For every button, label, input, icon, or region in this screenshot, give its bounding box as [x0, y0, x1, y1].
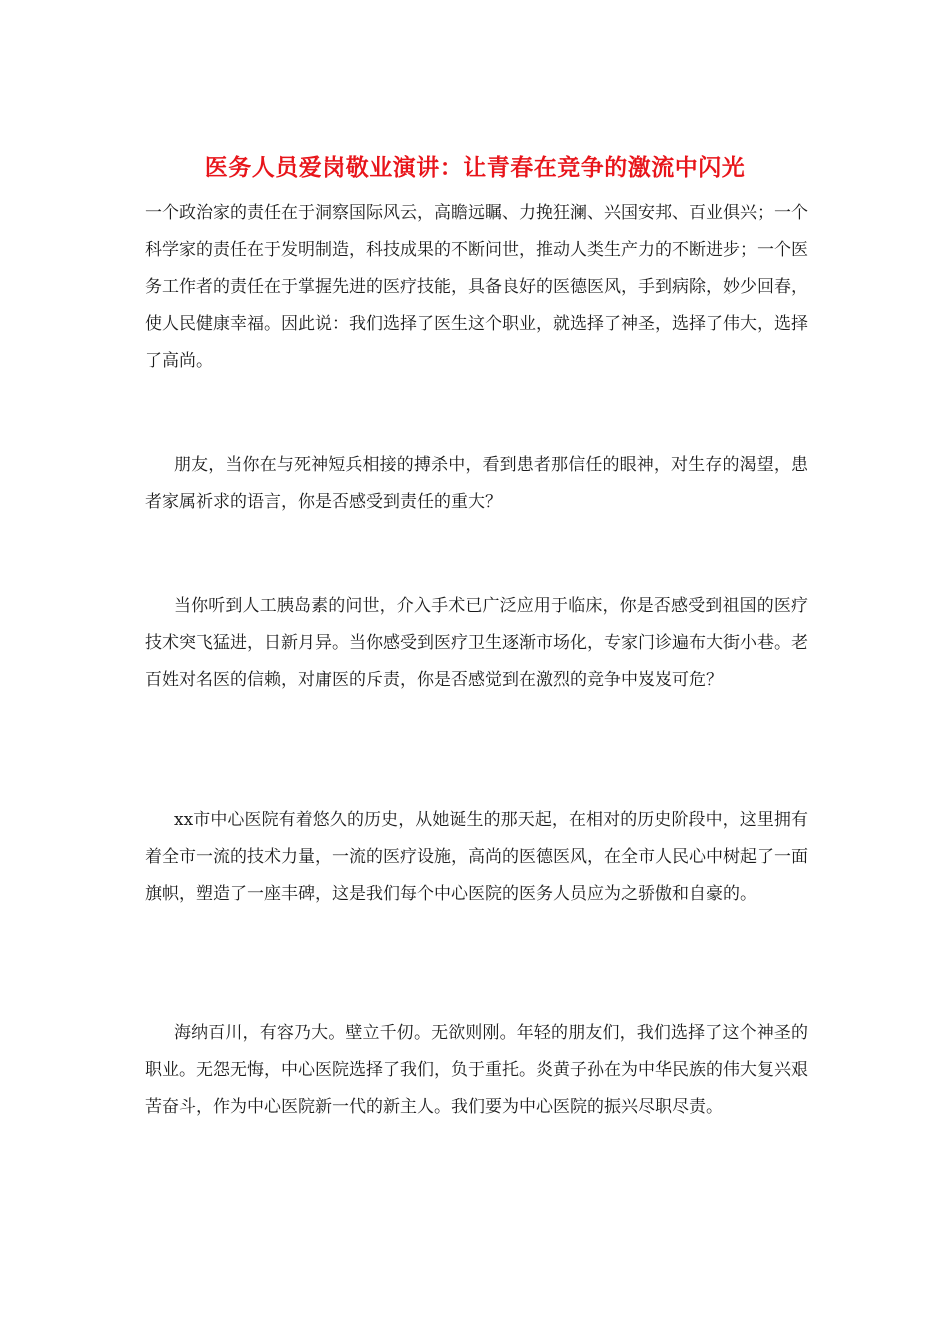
paragraph-3: 当你听到人工胰岛素的问世，介入手术已广泛应用于临床，你是否感受到祖国的医疗技术突飞猛进，日新月异。当你感受到医疗卫生逐渐市场化，专家门诊遍布大街小巷。老百姓对名医的信赖，对庸医的斥责，你是否感觉到在激烈的竞争中岌岌可危？ [145, 596, 808, 690]
paragraph-1: 一个政治家的责任在于洞察国际风云，高瞻远瞩、力挽狂澜、兴国安邦、百业俱兴；一个科学家的责任在于发明制造，科技成果的不断问世，推动人类生产力的不断进步；一个医务工作者的责任在于掌握先进的医疗技能，具备良好的医德医风，手到病除，妙少回春，使人民健康幸福。因此说：我们选择了医生这个职业，就选择了神圣，选择了伟大，选择了高尚。 [145, 203, 808, 371]
document-title: 医务人员爱岗敬业演讲：让青春在竞争的激流中闪光 [204, 154, 746, 181]
paragraph-2: 朋友，当你在与死神短兵相接的搏杀中，看到患者那信任的眼神，对生存的渴望，患者家属祈求的语言，你是否感受到责任的重大？ [145, 455, 808, 512]
paragraph-4: xx市中心医院有着悠久的历史，从她诞生的那天起，在相对的历史阶段中，这里拥有着全市一流的技术力量，一流的医疗设施，高尚的医德医风，在全市人民心中树起了一面旗帜，塑造了一座丰碑，这是我们每个中心医院的医务人员应为之骄傲和自豪的。 [145, 810, 808, 904]
paragraph-5: 海纳百川，有容乃大。壁立千仞。无欲则刚。年轻的朋友们，我们选择了这个神圣的职业。无怨无悔，中心医院选择了我们，负于重托。炎黄子孙在为中华民族的伟大复兴艰苦奋斗，作为中心医院新一代的新主人。我们要为中心医院的振兴尽职尽责。 [145, 1023, 808, 1117]
